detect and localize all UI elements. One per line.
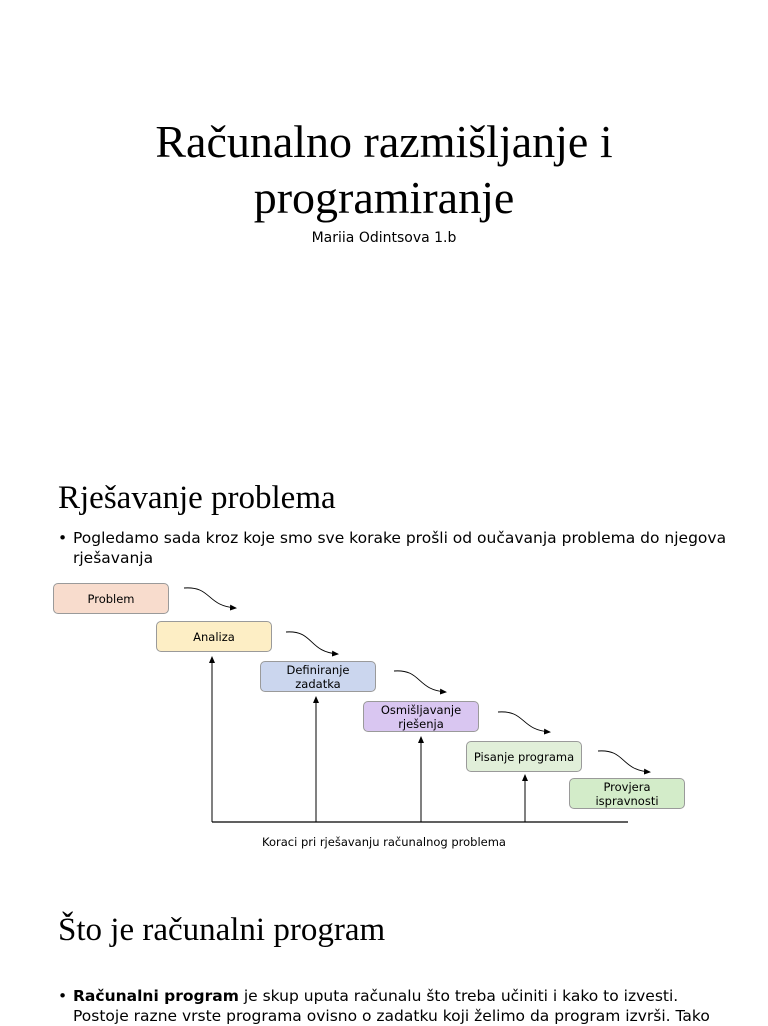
step-provjera-ispravnosti: Provjera ispravnosti: [569, 778, 685, 809]
bullet-bold-term: Računalni program: [73, 987, 239, 1005]
slide-title-line-1: Računalno razmišljanje i: [155, 116, 613, 167]
curved-arrow-5: [598, 751, 650, 772]
curved-arrow-4: [498, 712, 550, 732]
section-heading-computer-program: Što je računalni program: [58, 912, 386, 948]
bullet-dot: •: [58, 529, 68, 547]
step-analiza: Analiza: [156, 621, 272, 652]
slide-subtitle: Mariia Odintsova 1.b: [311, 230, 457, 246]
step-definiranje-zadatka: Definiranje zadatka: [260, 661, 376, 692]
curved-arrow-3: [394, 671, 446, 692]
bullet-rest-text: je skup uputa računalu što treba učiniti i kako to izvesti. Postoje razne vrste programa ovisno o zadatku koji želimo da program izvrši. Tako: [73, 987, 710, 1025]
bullet-text: [73, 986, 738, 1026]
step-osmisljavanje-rjesenja: Osmišljavanje rješenja: [363, 701, 479, 732]
slide-title-line-2: programiranje: [253, 172, 515, 223]
bullet-dot: •: [58, 987, 68, 1005]
curved-arrow-1: [184, 588, 236, 608]
bullet-computer-program: [58, 986, 738, 1026]
bullet-text: Pogledamo sada kroz koje smo sve korake prošli od oučavanja problema do njegova rješavanja: [73, 529, 727, 567]
step-problem: Problem: [53, 583, 169, 614]
curved-arrow-2: [286, 632, 338, 654]
section-heading-problem-solving: Rješavanje problema: [58, 480, 336, 516]
step-pisanje-programa: Pisanje programa: [466, 741, 582, 772]
diagram-caption: Koraci pri rješavanju računalnog problema: [262, 835, 506, 849]
